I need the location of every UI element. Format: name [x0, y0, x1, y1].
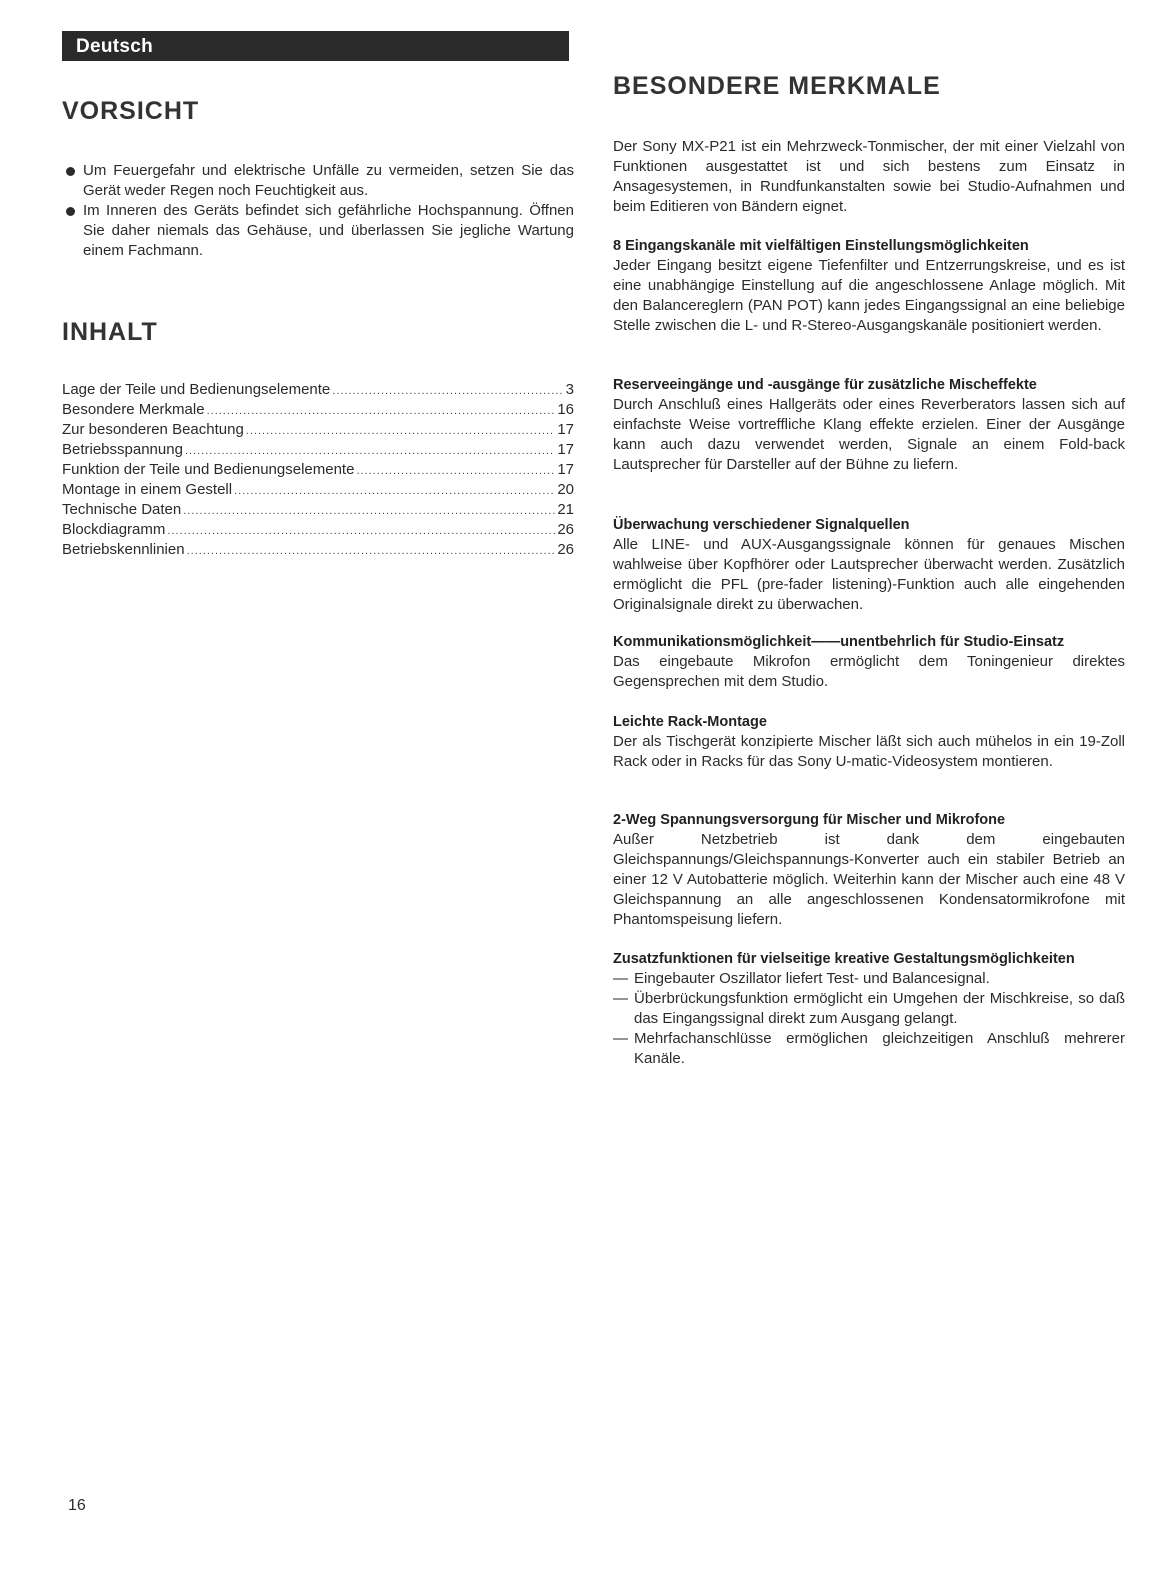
- feature-section: Reserveeingänge und -ausgänge für zusätzliche Mischeffekte Durch Anschluß eines Hallgeräts oder eines Reverberators lassen sich auf einfachste Weise vortreffliche Klang effekte erzielen. Einer der Ausgänge kann auch dazu verwendet werden, Signale an einem Fold-back Lautsprecher für Darsteller auf der Bühne zu liefern.: [613, 377, 1125, 473]
- list-item: — Mehrfachanschlüsse ermöglichen gleichzeitigen Anschluß mehrerer Kanäle.: [613, 1029, 1125, 1069]
- caution-title: VORSICHT: [62, 97, 200, 125]
- feature-section: Überwachung verschiedener Signalquellen Alle LINE- und AUX-Ausgangssignale können für genaues Mischen wahlweise über Kopfhörer oder Lautsprecher überwacht werden. Zusätzlich ermöglicht die PFL (pre-fader listening)-Funktion auch alle eingehenden Originalsignale direkt zu überwachen.: [613, 517, 1125, 613]
- page-number: 16: [68, 1497, 86, 1514]
- caution-list: [62, 161, 574, 261]
- toc-entry: Zur besonderen Beachtung ..... 17: [62, 420, 574, 440]
- toc-entry: Besondere Merkmale ..... 16: [62, 400, 574, 420]
- feature-section: Kommunikationsmöglichkeit——unentbehrlich für Studio-Einsatz Das eingebaute Mikrofon ermöglicht dem Toningenieur direktes Gegensprechen mit dem Studio.: [613, 634, 1125, 690]
- list-item: — Eingebauter Oszillator liefert Test- und Balancesignal.: [613, 969, 1125, 989]
- feature-section: 2-Weg Spannungsversorgung für Mischer und Mikrofone Außer Netzbetrieb ist dank dem eingebauten Gleichspannungs/Gleichspannungs-Konverter auch ein stabiler Betrieb an einer 12 V Autobatterie möglich. Weiterhin kann der Mischer auch eine 48 V Gleichspannung an alle angeschlossenen Kondensatormikrofone mit Phantomspeisung liefern.: [613, 812, 1125, 928]
- list-item: — Überbrückungsfunktion ermöglicht ein Umgehen der Mischkreise, so daß das Eingangssignal direkt zum Ausgang gelangt.: [613, 989, 1125, 1029]
- toc-entry: Blockdiagramm ..... 26: [62, 520, 574, 540]
- caution-item: Im Inneren des Geräts befindet sich gefährliche Hochspannung. Öffnen Sie daher niemals das Gehäuse, und überlassen Sie jegliche Wartung einem Fachmann.: [62, 201, 574, 261]
- caution-item: Um Feuergefahr und elektrische Unfälle zu vermeiden, setzen Sie das Gerät weder Regen noch Feuchtigkeit aus.: [62, 161, 574, 201]
- toc-entry: Lage der Teile und Bedienungselemente ..... 3: [62, 380, 574, 400]
- toc-entry: Technische Daten ..... 21: [62, 500, 574, 520]
- bullet-icon: [66, 207, 75, 216]
- feature-section: Zusatzfunktionen für vielseitige kreative Gestaltungsmöglichkeiten — Eingebauter Oszillator liefert Test- und Balancesignal. — Überbrückungsfunktion ermöglicht ein Umgehen der Mischkreise, so daß das Eingangssignal direkt zum Ausgang gelangt. — Mehrfachanschlüsse ermöglichen gleichzeitigen Anschluß mehrerer Kanäle.: [613, 949, 1125, 1069]
- toc-entry: Betriebskennlinien ..... 26: [62, 540, 574, 560]
- toc-entry: Betriebsspannung ..... 17: [62, 440, 574, 460]
- toc-entry: Montage in einem Gestell ..... 20: [62, 480, 574, 500]
- toc-entry: Funktion der Teile und Bedienungselemente ..... 17: [62, 460, 574, 480]
- features-title: BESONDERE MERKMALE: [613, 72, 941, 100]
- language-tab: Deutsch: [62, 31, 569, 61]
- contents-title: INHALT: [62, 318, 158, 346]
- feature-section: 8 Eingangskanäle mit vielfältigen Einstellungsmöglichkeiten Jeder Eingang besitzt eigene Tiefenfilter und Entzerrungskreise, und es ist eine unabhängige Einstellung auf die angeschlossene Anlage möglich. Mit den Balancereglern (PAN POT) kann jedes Eingangssignal an eine beliebige Stelle zwischen die L- und R-Stereo-Ausgangskanäle positioniert werden.: [613, 238, 1125, 334]
- table-of-contents: [62, 380, 574, 560]
- features-intro: Der Sony MX-P21 ist ein Mehrzweck-Tonmischer, der mit einer Vielzahl von Funktionen ausgestattet ist und sich bestens zum Einsatz in Ansagesystemen, in Rundfunkanstalten sowie bei Studio-Aufnahmen und beim Editieren von Bändern eignet.: [613, 138, 1125, 215]
- feature-section: Leichte Rack-Montage Der als Tischgerät konzipierte Mischer läßt sich auch mühelos in ein 19-Zoll Rack oder in Racks für das Sony U-matic-Videosystem montieren.: [613, 714, 1125, 770]
- feature-list: [613, 969, 1125, 1069]
- bullet-icon: [66, 167, 75, 176]
